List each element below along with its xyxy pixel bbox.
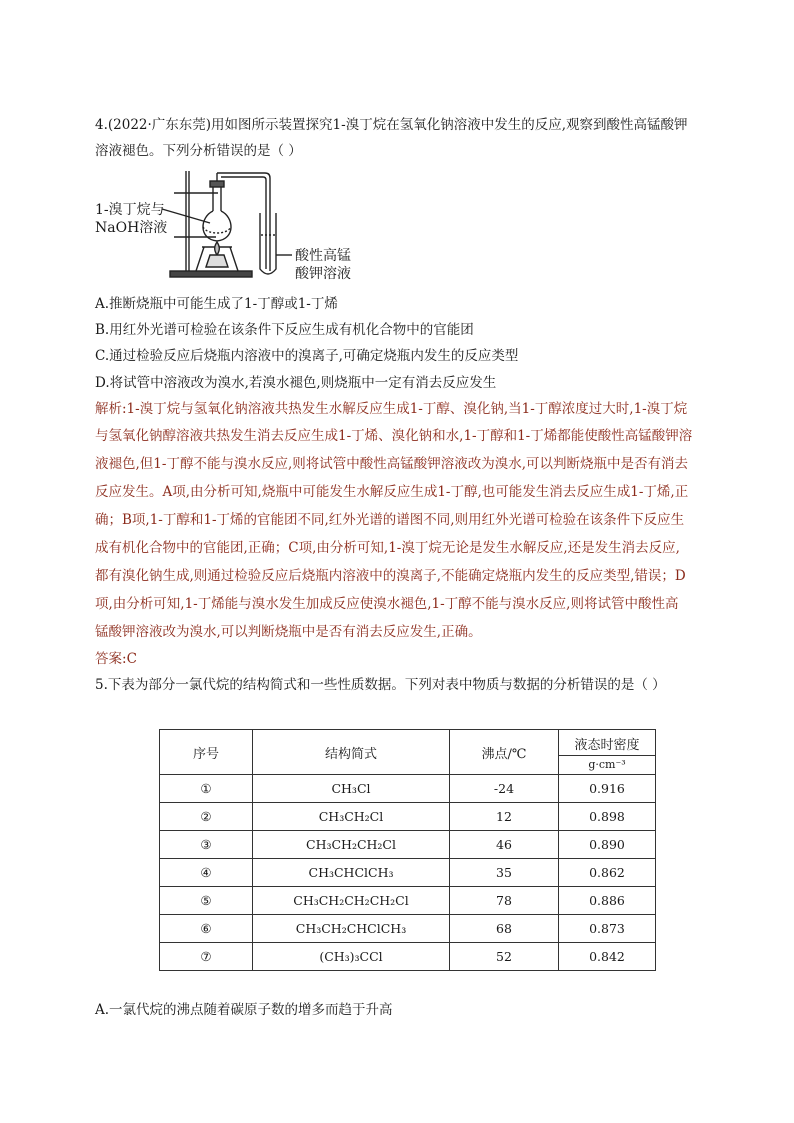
cell-bp: 78 [450,887,559,915]
cell-density: 0.916 [559,775,656,803]
q4-analysis-line: 锰酸钾溶液改为溴水,可以判断烧瓶中是否有消去反应发生,正确。 [95,624,482,640]
cell-bp: -24 [450,775,559,803]
q4-stem-line1: 4.(2022·广东东莞)用如图所示装置探究1-溴丁烷在氢氧化钠溶液中发生的反应,观察到酸性高锰酸钾 [95,117,688,133]
q4-analysis-line: 确；B项,1-丁醇和1-丁烯的官能团不同,红外光谱的谱图不同,则用红外光谱可检验在该条件下反应生 [95,512,685,528]
property-table [159,729,656,971]
q4-analysis-line: 与氢氧化钠醇溶液共热发生消去反应生成1-丁烯、溴化钠和水,1-丁醇和1-丁烯都能使酸性高锰酸钾溶 [95,428,693,444]
header-formula: 结构简式 [253,730,450,775]
table-row [160,915,656,943]
table-row [160,887,656,915]
table-row [160,859,656,887]
table-header-row [160,730,656,775]
cell-density: 0.890 [559,831,656,859]
q5-option-a: A.一氯代烷的沸点随着碳原子数的增多而趋于升高 [95,1002,393,1018]
header-number: 序号 [160,730,253,775]
cell-no: ② [160,803,253,831]
density-header-bottom: g·cm⁻³ [588,757,626,771]
cell-formula: CH₃CHClCH₃ [253,859,450,887]
density-header-top: 液态时密度 [559,734,655,756]
cell-formula: CH₃CH₂Cl [253,803,450,831]
q4-option-a: A.推断烧瓶中可能生成了1-丁醇或1-丁烯 [95,296,338,312]
diagram-label-right-1: 酸性高锰 [295,248,351,264]
q4-option-b: B.用红外光谱可检验在该条件下反应生成有机化合物中的官能团 [95,322,474,338]
cell-density: 0.842 [559,943,656,971]
q4-analysis-line: 液褪色,但1-丁醇不能与溴水反应,则将试管中酸性高锰酸钾溶液改为溴水,可以判断烧瓶中是否有消去 [95,456,689,472]
cell-density: 0.873 [559,915,656,943]
q4-analysis-line: 解析:1-溴丁烷与氢氧化钠溶液共热发生水解反应生成1-丁醇、溴化钠,当1-丁醇浓度过大时,1-溴丁烷 [95,401,688,417]
cell-bp: 46 [450,831,559,859]
cell-formula: (CH₃)₃CCl [253,943,450,971]
table-row [160,943,656,971]
q4-answer [95,650,137,668]
diagram-label-left-1: 1-溴丁烷与 [95,202,165,218]
header-density [559,730,656,775]
cell-formula: CH₃CH₂CH₂CH₂Cl [253,887,450,915]
q4-analysis-line: 反应发生。A项,由分析可知,烧瓶中可能发生水解反应生成1-丁醇,也可能发生消去反应生成1-丁烯,正 [95,484,689,500]
apparatus-diagram [92,163,372,288]
q4-analysis-line: 项,由分析可知,1-丁烯能与溴水发生加成反应使溴水褪色,1-丁醇不能与溴水反应,则将试管中酸性高 [95,596,679,612]
cell-no: ① [160,775,253,803]
cell-bp: 68 [450,915,559,943]
table-row [160,775,656,803]
cell-density: 0.898 [559,803,656,831]
cell-density: 0.886 [559,887,656,915]
cell-no: ⑤ [160,887,253,915]
header-boiling-point: 沸点/℃ [450,730,559,775]
cell-formula: CH₃CH₂CHClCH₃ [253,915,450,943]
cell-no: ⑥ [160,915,253,943]
q4-stem-line2: 溶液褪色。下列分析错误的是（ ） [95,143,302,159]
cell-no: ⑦ [160,943,253,971]
diagram-label-right-2: 酸钾溶液 [295,266,351,282]
cell-bp: 35 [450,859,559,887]
cell-density: 0.862 [559,859,656,887]
table-row [160,803,656,831]
cell-formula: CH₃Cl [253,775,450,803]
q4-analysis-line: 成有机化合物中的官能团,正确；C项,由分析可知,1-溴丁烷无论是发生水解反应,还是发生消去反应, [95,540,680,556]
q5-stem: 5.下表为部分一氯代烷的结构简式和一些性质数据。下列对表中物质与数据的分析错误的是（ ） [95,677,666,693]
cell-bp: 52 [450,943,559,971]
cell-bp: 12 [450,803,559,831]
cell-no: ④ [160,859,253,887]
cell-formula: CH₃CH₂CH₂Cl [253,831,450,859]
q4-option-d: D.将试管中溶液改为溴水,若溴水褪色,则烧瓶中一定有消去反应发生 [95,375,497,391]
answer-label: 答案: [95,651,127,667]
q4-analysis-line: 都有溴化钠生成,则通过检验反应后烧瓶内溶液中的溴离子,不能确定烧瓶内发生的反应类型,错误；D [95,568,686,584]
answer-value: C [126,651,137,667]
diagram-label-left-2: NaOH溶液 [95,220,168,236]
cell-no: ③ [160,831,253,859]
q4-option-c: C.通过检验反应后烧瓶内溶液中的溴离子,可确定烧瓶内发生的反应类型 [95,348,519,364]
table-row [160,831,656,859]
